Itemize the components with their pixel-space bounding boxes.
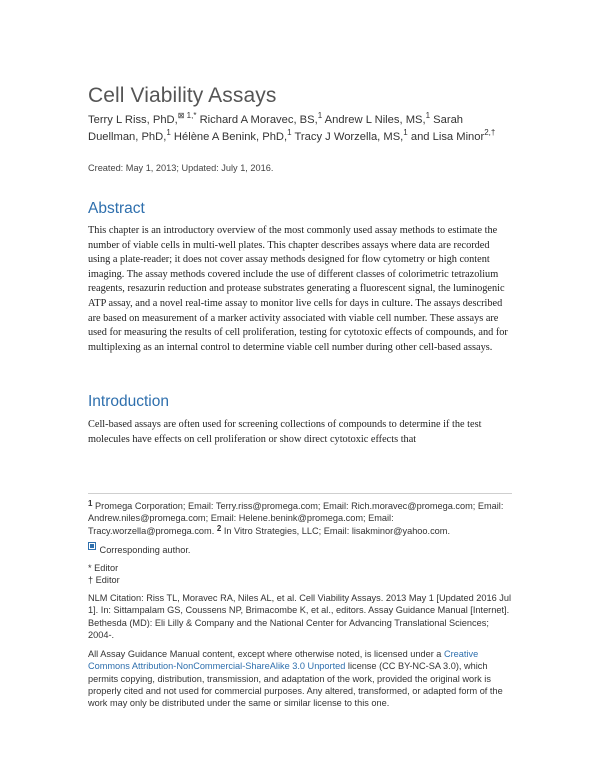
author-name: Terry L Riss, PhD, [88,114,178,126]
corresponding-author-note [88,542,512,556]
author-name: Tracy J Worzella, MS, [294,130,404,143]
author-name: Sarah Duellman, PhD, [88,114,464,143]
author-list [88,112,508,145]
license-notice [88,648,512,709]
affiliation-number: 1 [88,499,93,508]
license-text: All Assay Guidance Manual content, except where otherwise noted, is licensed under a [88,649,444,659]
page-title: Cell Viability Assays [88,84,277,107]
editor-note: † Editor [88,575,120,585]
affiliation-text: Promega Corporation; Email: Terry.riss@promega.com; Email: Rich.moravec@promega.com; Email: Andrew.niles@promega.com; Email: Helene.benink@promega.com; Email: Tracy.worzella@promega.com. [88,501,504,536]
abstract-text: This chapter is an introductory overview of the most commonly used assay methods to estimate the number of viable cells in multi-well plates. This chapter describes assays where data are recorded using a plate-reader; it does not cover assay methods designed for flow cytometry or high content imaging. The assay methods covered include the use of different classes of colorimetric tetrazolium reagents, resazurin reduction and protease substrates generating a fluorescent signal, the luminogenic ATP assay, and a novel real-time assay to monitor live cells for days in culture. The assays described are based on measurement of a marker activity associated with viable cell number. These assays are used for measuring the results of cell proliferation, testing for cytotoxic effects of compounds, and for multiplexing as an internal control to determine viable cell number during other cell-based assays. [88,225,508,353]
author-affiliation: 1 [403,127,408,137]
author-name: and Lisa Minor [410,130,485,143]
author-affiliation: 1 [287,127,292,137]
abstract-heading: Abstract [88,200,145,217]
publication-dates: Created: May 1, 2013; Updated: July 1, 2016. [88,163,274,173]
introduction-heading: Introduction [88,393,169,410]
affiliation-footnote [88,500,512,537]
footnote-divider [88,493,512,494]
author-affiliation: 2,† [484,127,496,137]
nlm-citation: NLM Citation: Riss TL, Moravec RA, Niles AL, et al. Cell Viability Assays. 2013 May 1 [Updated 2016 Jul 1]. In: Sittampalam GS, Coussens NP, Brimacombe K, et al., editors. Assay Guidance Manual [Internet]. Bethesda (MD): Eli Lilly & Company and the National Center for Advancing Translational Sciences; 2004-. [88,593,511,640]
author-name: Andrew L Niles, MS, [324,114,426,126]
corresponding-author-text: Corresponding author. [97,545,191,555]
corresponding-author-icon [88,542,96,550]
license-text: license (CC BY-NC-SA 3.0), which permits copying, distribution, transmission, and adaptation of the work, provided the original work is properly cited and not used for commercial purposes. Any altered, transformed, or adapted form of the work may only be distributed under the same or similar license to this one. [88,661,503,709]
editor-note: * Editor [88,563,119,573]
affiliation-number: 2 [216,523,222,533]
author-name: Richard A Moravec, BS, [199,114,318,126]
license-link[interactable]: Creative Commons Attribution-NonCommercial-ShareAlike 3.0 Unported [88,649,479,672]
author-name: Hélène A Benink, PhD, [173,130,288,143]
author-affiliation: ⊠ 1,* [177,111,197,120]
introduction-text: Cell-based assays are often used for screening collections of compounds to determine if the test molecules have effects on cell proliferation or show direct cytotoxic effects that [88,419,482,445]
affiliation-text: In Vitro Strategies, LLC; Email: lisakminor@yahoo.com. [221,525,450,536]
author-affiliation: 1 [166,127,171,137]
author-affiliation: 1 [425,111,431,120]
author-affiliation: 1 [317,111,323,120]
